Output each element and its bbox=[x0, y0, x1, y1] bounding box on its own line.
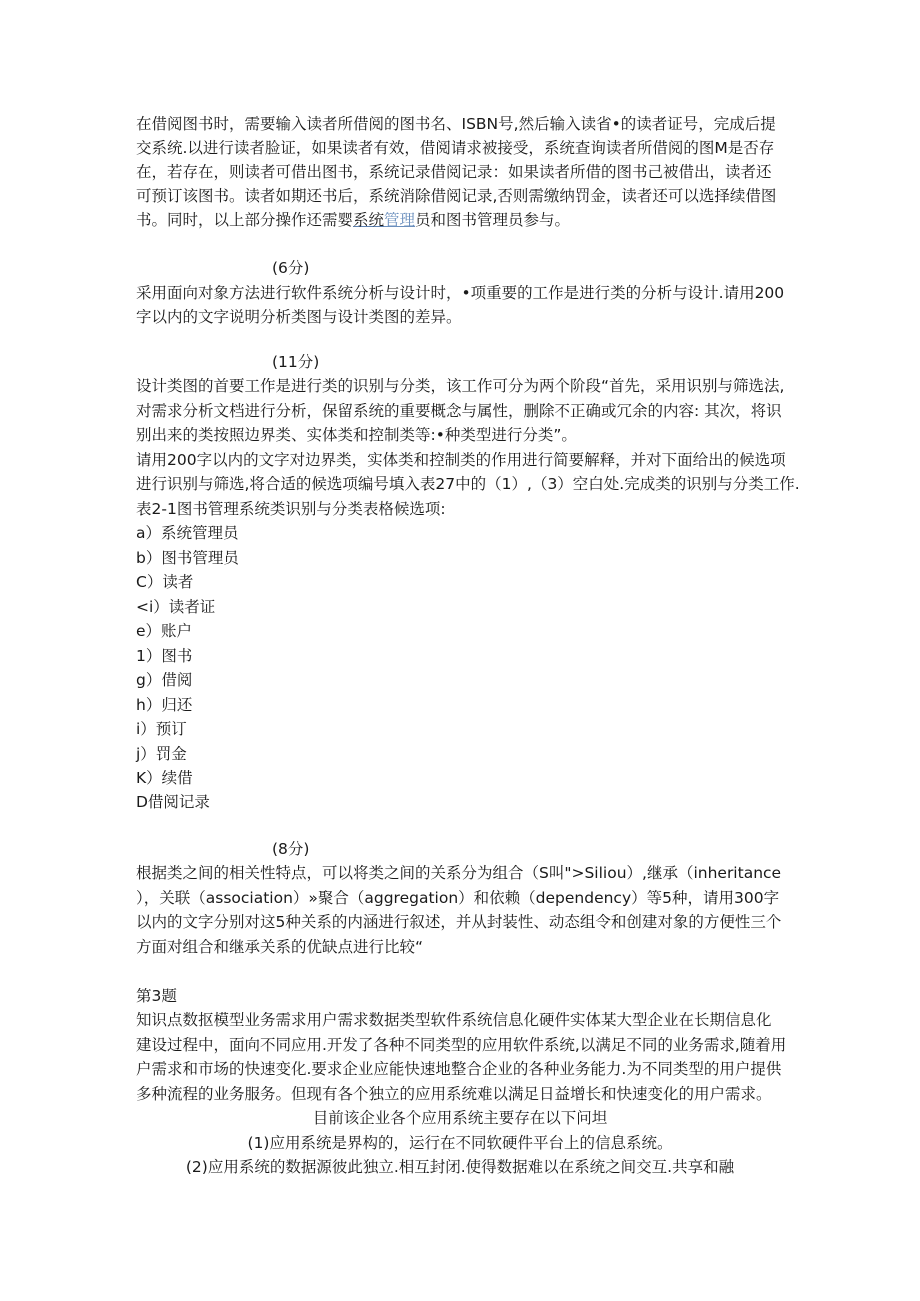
q2-line-5: 进行识别与筛选,将合适的候选项编号填入表27中的（1）,（3）空白处.完成类的识别与分类工作. bbox=[136, 475, 800, 493]
option-item: b）图书管理员 bbox=[136, 549, 239, 567]
q1-line-2: 字以内的文字说明分析类图与设计类图的差异。 bbox=[136, 308, 462, 326]
q2-line-3: 别出来的类按照边界类、实体类和控制类等:•种类型进行分类”。 bbox=[136, 426, 577, 444]
option-item: C）读者 bbox=[136, 573, 194, 591]
q3-line-1: 根据类之间的相关性特点，可以将类之间的关系分为组合（S叫">Siliou）,继承（inheritance bbox=[136, 864, 782, 882]
option-item: j）罚金 bbox=[136, 745, 187, 763]
option-item: g）借阅 bbox=[136, 671, 193, 689]
option-item: i）预订 bbox=[136, 720, 187, 738]
option-item: e）账户 bbox=[136, 622, 193, 640]
section3-heading: 第3题 bbox=[136, 987, 177, 1005]
para1-line-5-tail: 员和图书管理员参与。 bbox=[415, 211, 571, 229]
para1-line-4: 可预订该图书。读者如期还书后，系统消除借阅记录,否则需缴纳罚金，读者还可以选择续借图 bbox=[136, 187, 777, 205]
section3-line-2: 建设过程中，面向不同应用.开发了各种不同类型的应用软件系统,以满足不同的业务需求,随着用 bbox=[136, 1036, 787, 1054]
section3-centered-3: (2)应用系统的数据源彼此独立.相互封闭.使得数据难以在系统之间交互.共享和融 bbox=[185, 1158, 735, 1176]
option-item: h）归还 bbox=[136, 696, 193, 714]
option-item: D借阅记录 bbox=[136, 793, 210, 811]
option-item: 1）图书 bbox=[136, 647, 193, 665]
para1-line-5 bbox=[136, 208, 570, 232]
q1-score: (6分) bbox=[272, 259, 310, 277]
q3-line-4: 方面对组合和继承关系的优缺点进行比较“ bbox=[136, 938, 424, 956]
q2-line-6: 表2-1图书管理系统类识别与分类表格候选项: bbox=[136, 500, 446, 518]
q2-score: (11分) bbox=[272, 353, 320, 371]
q3-line-3: 以内的文字分别对这5种关系的内涵进行叙述，并从封装性、动态组令和创建对象的方便性三个 bbox=[136, 913, 782, 931]
system-link[interactable]: 系统 bbox=[353, 211, 385, 229]
q2-line-2: 对需求分析文档进行分析，保留系统的重要概念与属性，删除不正确或冗余的内容: 其次，将识 bbox=[136, 402, 782, 420]
section3-line-1: 知识点数抠模型业务需求用户需求数据类型软件系统信息化硬件实体某大型企业在长期信息化 bbox=[136, 1011, 772, 1029]
q3-score: (8分) bbox=[272, 840, 310, 858]
q1-line-1: 采用面向对象方法进行软件系统分析与设计时，•项重要的工作是进行类的分析与设计.请用200 bbox=[136, 284, 785, 302]
section3-line-4: 多种流程的业务服务。但现有各个独立的应用系统难以满足日益增长和快速变化的用户需求。 bbox=[136, 1085, 772, 1103]
para1-line-3: 在，若存在，则读者可借出图书，系统记录借阅记录：如果读者所借的图书己被借出，读者还 bbox=[136, 163, 772, 181]
management-link[interactable]: 管理 bbox=[384, 211, 416, 229]
section3-centered-1: 目前该企业各个应用系统主要存在以下问坦 bbox=[312, 1109, 608, 1127]
section3-centered-2: (1)应用系统是界构的，运行在不同软硬件平台上的信息系统。 bbox=[247, 1134, 673, 1152]
section3-line-3: 户需求和市场的快速变化.要求企业应能快速地整合企业的各种业务能力.为不同类型的用户提供 bbox=[136, 1060, 782, 1078]
option-item: <i）读者证 bbox=[136, 598, 216, 616]
para1-line-5-text: 书。同时，以上部分操作还需婴 bbox=[136, 211, 354, 229]
para1-line-1: 在借阅图书时，需要输入读者所借阅的图书名、ISBN号,然后输入读省•的读者证号，完成后提 bbox=[136, 115, 776, 133]
q2-line-4: 请用200字以内的文字对边界类，实体类和控制类的作用进行简要解释，并对下面给出的候选项 bbox=[136, 451, 786, 469]
option-item: K）续借 bbox=[136, 769, 193, 787]
q2-line-1: 设计类图的首要工作是进行类的识别与分类，该工作可分为两个阶段“首先，采用识别与筛选法, bbox=[136, 377, 785, 395]
q3-line-2: ），关联（association）»聚合（aggregation）和依赖（dependency）等5种，请用300字 bbox=[136, 889, 780, 907]
option-item: a）系统管理员 bbox=[136, 524, 239, 542]
para1-line-2: 交系统.以进行读者脸证，如果读者有效，借阅请求被接受，系统查询读者所借阅的图M是否存 bbox=[136, 139, 775, 157]
